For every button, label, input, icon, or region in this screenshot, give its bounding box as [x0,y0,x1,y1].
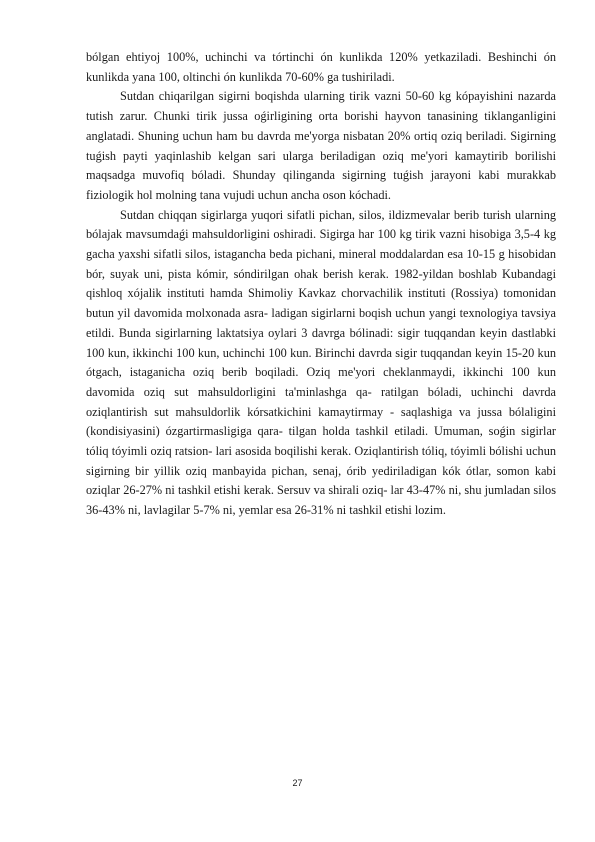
paragraph-continuation: bólgan ehtiyoj 100%, uchinchi va tórtinchi ón kunlikda 120% yetkaziladi. Beshinchi ón kunlikda yana 100, oltinchi ón kunlikda 70-60% ga tushiriladi. [86,50,556,84]
page-number: 27 [292,778,303,788]
document-page [86,48,556,521]
paragraph-sutdan-chiqarilgan: Sutdan chiqarilgan sigirni boqishda ularning tirik vazni 50-60 kg kópayishini nazarda tutish zarur. Chunki tirik jussa oǵirligining orta borishi hayvon tanasining tiklanganligini anglatadi. Shuning uchun ham bu davrda me'yorga nisbatan 20% ortiq oziq beriladi. Sigirning tuǵish payti yaqinlashib kelgan sari ularga beriladigan oziq me'yori kamaytirib borilishi maqsadga muvofiq bóladi. Shunday qilinganda sigirning tuǵish jarayoni kabi murakkab fiziologik hol molning tana vujudi uchun ancha oson kóchadi. [86,89,556,202]
paragraph-sutdan-chiqqan: Sutdan chiqqan sigirlarga yuqori sifatli pichan, silos, ildizmevalar berib turish ularning bólajak mavsumdaǵi mahsuldorligini oshiradi. Sigirga har 100 kg tirik vazni hisobiga 3,5-4 kg gacha yaxshi sifatli silos, istagancha beda pichani, mineral moddalardan esa 10-15 g hisobidan bór, suyak uni, pista kómir, sóndirilgan ohak berish kerak. 1982-yildan boshlab Kubandagi qishloq xójalik instituti hamda Shimoliy Kavkaz chorvachilik instituti (Rossiya) tomonidan butun yil davomida molxonada asra- ladigan sigirlarni boqish uchun yangi texnologiya tavsiya etildi. Bunda sigirlarning laktatsiya oylari 3 davrga bólinadi: sigir tuqqandan keyin dastlabki 100 kun, ikkinchi 100 kun, uchinchi 100 kun. Birinchi davrda sigir tuqqandan keyin 15-20 kun ótgach, istaganicha oziq berib boqiladi. Oziq me'yori cheklanmaydi, ikkinchi 100 kun davomida oziq sut mahsuldorligini ta'minlashga qa- ratilgan bóladi, uchinchi davrda oziqlantirish sut mahsuldorlik kórsatkichini kamaytirmay - saqlashiga va jussa bólaligini (kondisiyasini) ózgartirmasligiga qara- tilgan holda tashkil etiladi. Umuman, soǵin sigirlar tóliq tóyimli oziq ratsion- lari asosida boqilishi kerak. Oziqlantirish tóliq, tóyimli bólishi uchun sigirning bir yillik oziq manbayida pichan, senaj, órib yediriladigan kók ótlar, somon kabi oziqlar 26-27% ni tashkil etishi kerak. Sersuv va shirali oziq- lar 43-47% ni, shu jumladan silos 36-43% ni, lavlagilar 5-7% ni, yemlar esa 26-31% ni tashkil etishi lozim. [86,207,556,518]
